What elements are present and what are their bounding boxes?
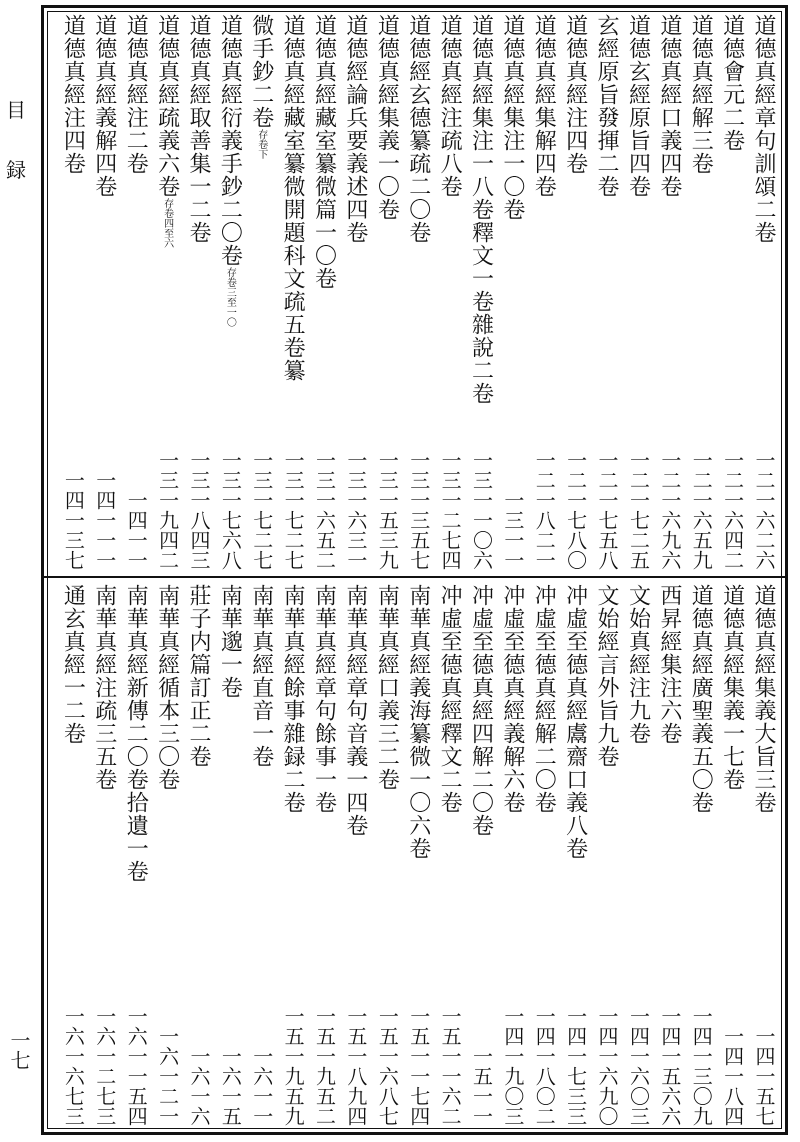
- entry-title: 南華真經餘事雜録二卷: [280, 584, 306, 814]
- entry-title: 道德真經衍義手鈔二〇卷存卷三至一〇: [217, 14, 243, 327]
- entry-title: 玄經原旨發揮二卷: [594, 14, 620, 198]
- entry-page-number: 一三一五三九: [375, 450, 400, 570]
- entry-title: 道德真經注疏八卷: [437, 14, 463, 198]
- entry-page-number: 一五一九五九: [281, 1006, 306, 1126]
- catalog-entry: [559, 12, 590, 572]
- entry-title: 南華真經義海纂微一〇六卷: [405, 584, 431, 860]
- entry-page-number: 一三一七二七: [281, 450, 306, 570]
- entry-title: 文始經言外旨九卷: [594, 584, 620, 768]
- margin-header: [0, 80, 32, 200]
- entry-page-number: 一四一八四: [720, 1026, 745, 1126]
- catalog-entry: [88, 582, 119, 1128]
- entry-title: 冲虛至德真經四解二〇卷: [468, 584, 494, 837]
- catalog-entry: [371, 12, 402, 572]
- catalog-entry: [120, 582, 151, 1128]
- entry-title: 南華真經注疏三五卷: [91, 584, 117, 791]
- entry-title: 道德真經集注一〇卷: [499, 14, 525, 221]
- entry-page-number: 一二一七二五: [626, 450, 651, 570]
- catalog-entry: [685, 582, 716, 1128]
- catalog-entry: [716, 582, 747, 1128]
- entry-page-number: 一四一三七: [61, 470, 86, 570]
- entry-page-number: 一六一六七三: [61, 1006, 86, 1126]
- catalog-top-section: [44, 12, 785, 572]
- entry-title: 南華真經章句餘事一卷: [311, 584, 337, 814]
- entry-title: 道德經玄德纂疏二〇卷: [405, 14, 431, 244]
- entry-title: 道德真經口義四卷: [656, 14, 682, 198]
- entry-title: 道德真經集解四卷: [531, 14, 557, 198]
- entry-note: 存卷下: [255, 129, 267, 159]
- entry-note: 存卷四至六: [161, 198, 173, 248]
- catalog-entry: [245, 582, 276, 1128]
- entry-page-number: 一六一五: [218, 1046, 243, 1126]
- entry-title: 南華真經循本三〇卷: [154, 584, 180, 791]
- entry-title: 道德真經藏室纂微篇一〇卷: [311, 14, 337, 290]
- entry-page-number: 一四一三〇九: [689, 1006, 714, 1126]
- catalog-entry: [434, 12, 465, 572]
- section-divider: [44, 576, 785, 578]
- entry-page-number: 一三一一〇六: [469, 450, 494, 570]
- entry-title: 南華真經章句音義一四卷: [342, 584, 368, 837]
- catalog-entry: [308, 12, 339, 572]
- catalog-entry: [120, 12, 151, 572]
- entry-page-number: 一五一六八七: [375, 1006, 400, 1126]
- margin-header-top: 目: [6, 98, 26, 122]
- entry-page-number: 一四一八〇二: [532, 1006, 557, 1126]
- entry-title: 道德真經廣聖義五〇卷: [688, 584, 714, 814]
- catalog-entry: [57, 12, 88, 572]
- entry-page-number: 一四一五六六: [657, 1006, 682, 1126]
- catalog-entry: [748, 12, 779, 572]
- entry-title: 南華真經新傳二〇卷拾遺一卷: [123, 584, 149, 883]
- catalog-entry: [528, 12, 559, 572]
- catalog-entry: [685, 12, 716, 572]
- entry-title: 西昇經集注六卷: [656, 584, 682, 745]
- entry-page-number: 一三一二七四: [438, 450, 463, 570]
- catalog-entry: [183, 12, 214, 572]
- entry-page-number: 一四一七三三: [563, 1006, 588, 1126]
- entry-page-number: 一二一六九六: [657, 450, 682, 570]
- margin-header-bottom: 録: [6, 158, 26, 182]
- entry-title: 冲虛至德真經解二〇卷: [531, 584, 557, 814]
- entry-page-number: 一三一七二七: [249, 450, 274, 570]
- catalog-entry: [559, 582, 590, 1128]
- entry-page-number: 一五一一六二: [438, 1006, 463, 1126]
- entry-page-number: 一四一一一: [92, 470, 117, 570]
- catalog-entry: [591, 12, 622, 572]
- entry-title: 道德真經義解四卷: [91, 14, 117, 198]
- entry-title: 南華真經口義三二卷: [374, 584, 400, 791]
- entry-page-number: 一三一八四三: [186, 450, 211, 570]
- entry-page-number: 一四一一: [124, 490, 149, 570]
- entry-title: 道德真經集義大旨三卷: [751, 584, 776, 814]
- entry-page-number: 一三一一: [500, 490, 525, 570]
- catalog-entry: [465, 582, 496, 1128]
- entry-page-number: 一二一六四二: [720, 450, 745, 570]
- entry-page-number: 一六一二一: [155, 1026, 180, 1126]
- catalog-entry: [277, 582, 308, 1128]
- entry-page-number: 一六一一: [249, 1046, 274, 1126]
- catalog-entry: [591, 582, 622, 1128]
- catalog-entry: [402, 12, 433, 572]
- catalog-entry: [57, 582, 88, 1128]
- entry-page-number: 一三一九四二: [155, 450, 180, 570]
- entry-page-number: 一三一六三一: [343, 450, 368, 570]
- catalog-entry: [183, 582, 214, 1128]
- entry-page-number: 一六一六: [186, 1046, 211, 1126]
- entry-title: 道德真經集注一八卷釋文一卷雜說二卷: [468, 14, 494, 405]
- entry-page-number: 一二一六二六: [752, 450, 776, 570]
- entry-title: 冲虛至德真經義解六卷: [499, 584, 525, 814]
- entry-title: 南華真經直音一卷: [248, 584, 274, 768]
- entry-page-number: 一四一九〇三: [500, 1006, 525, 1126]
- entry-title: 道德真經集義一〇卷: [374, 14, 400, 221]
- catalog-entry: [214, 12, 245, 572]
- catalog-entry: [496, 582, 527, 1128]
- entry-note: 存卷三至一〇: [224, 267, 236, 327]
- entry-page-number: 一六一二七三: [92, 1006, 117, 1126]
- entry-page-number: 一二一七八〇: [563, 450, 588, 570]
- catalog-entry: [214, 582, 245, 1128]
- entry-page-number: 一五一一: [469, 1046, 494, 1126]
- catalog-entry: [308, 582, 339, 1128]
- entry-page-number: 一四一五七: [752, 1026, 776, 1126]
- catalog-bottom-section: [44, 582, 785, 1128]
- catalog-entry: [716, 12, 747, 572]
- catalog-entry: [653, 582, 684, 1128]
- entry-title: 莊子内篇訂正二卷: [185, 584, 211, 768]
- page-number: 一七: [7, 1030, 31, 1070]
- entry-page-number: 一三一七六八: [218, 450, 243, 570]
- entry-title: 道德真經注四卷: [562, 14, 588, 175]
- entry-page-number: 一二一六五九: [689, 450, 714, 570]
- entry-page-number: 一二一七五八: [595, 450, 620, 570]
- entry-title: 微手鈔二卷存卷下: [248, 14, 274, 159]
- catalog-entry: [371, 582, 402, 1128]
- entry-title: 道德真經章句訓頌二卷: [751, 14, 776, 244]
- entry-title: 道德經論兵要義述四卷: [342, 14, 368, 244]
- entry-title: 文始真經注九卷: [625, 584, 651, 745]
- entry-title: 道德玄經原旨四卷: [625, 14, 651, 198]
- catalog-entry: [277, 12, 308, 572]
- catalog-entry: [340, 582, 371, 1128]
- catalog-entry: [748, 582, 779, 1128]
- entry-title: 道德真經解三卷: [688, 14, 714, 175]
- catalog-entry: [434, 582, 465, 1128]
- entry-title: 冲虛至德真經釋文二卷: [437, 584, 463, 814]
- catalog-entry: [622, 582, 653, 1128]
- entry-page-number: 一三一六五二: [312, 450, 337, 570]
- catalog-entry: [151, 12, 182, 572]
- catalog-entry: [245, 12, 276, 572]
- entry-page-number: 一五一九五二: [312, 1006, 337, 1126]
- catalog-entry: [653, 12, 684, 572]
- catalog-entry: [402, 582, 433, 1128]
- entry-title: 通玄真經一二卷: [60, 584, 86, 745]
- entry-title: 道德真經注二卷: [123, 14, 149, 175]
- catalog-entry: [496, 12, 527, 572]
- catalog-entry: [465, 12, 496, 572]
- entry-title: 冲虛至德真經鬳齋口義八卷: [562, 584, 588, 860]
- catalog-entry: [88, 12, 119, 572]
- entry-page-number: 一四一六〇三: [626, 1006, 651, 1126]
- page-frame: [41, 5, 788, 1135]
- entry-title: 道德真經藏室纂微開題科文疏五卷纂: [280, 14, 306, 382]
- entry-page-number: 一三一三五七: [406, 450, 431, 570]
- entry-title: 道德真經注四卷: [60, 14, 86, 175]
- entry-page-number: 一二一八二一: [532, 450, 557, 570]
- entry-title: 道德真經集義一七卷: [719, 584, 745, 791]
- catalog-entry: [340, 12, 371, 572]
- entry-title: 南華邈一卷: [217, 584, 243, 699]
- catalog-entry: [151, 582, 182, 1128]
- entry-page-number: 一五一一七四: [406, 1006, 431, 1126]
- entry-title: 道德真經疏義六卷存卷四至六: [154, 14, 180, 248]
- entry-page-number: 一五一八九四: [343, 1006, 368, 1126]
- entry-page-number: 一六一一五四: [124, 1006, 149, 1126]
- catalog-entry: [528, 582, 559, 1128]
- entry-page-number: 一四一六九〇: [595, 1006, 620, 1126]
- entry-title: 道德真經取善集一二卷: [185, 14, 211, 244]
- entry-title: 道德會元二卷: [719, 14, 745, 152]
- catalog-entry: [622, 12, 653, 572]
